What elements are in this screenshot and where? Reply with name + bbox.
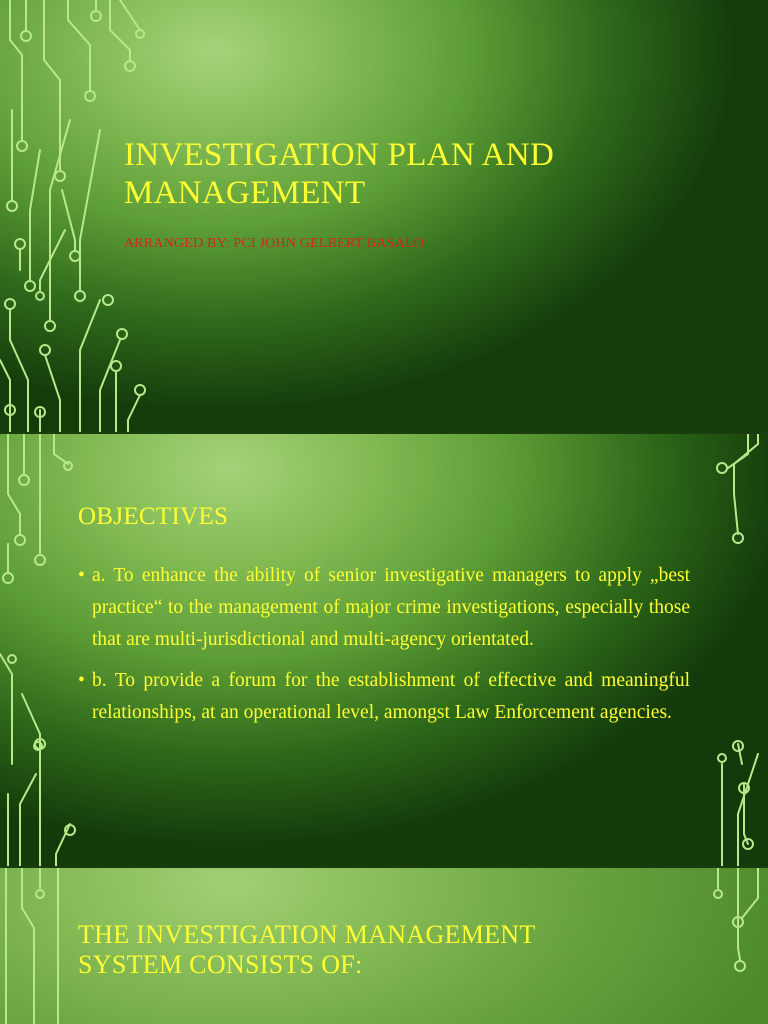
slide-subtitle: ARRANGED BY: PCI JOHN GELBERT BASALO [124, 236, 425, 251]
heading-line-2: SYSTEM CONSISTS OF: [78, 950, 363, 979]
bullet-text: a. To enhance the ability of senior investigative managers to apply „best practice“ to the management of major crime investigations, especially those that are multi-jurisdictional and multi-agency orientated. [92, 565, 690, 650]
circuit-board-icon [698, 868, 768, 1024]
objectives-heading: OBJECTIVES [78, 503, 229, 530]
objectives-list [78, 560, 690, 738]
title-line-1: INVESTIGATION PLAN AND [124, 137, 555, 173]
bullet-text: b. To provide a forum for the establishment of effective and meaningful relationships, at an operational level, amongst Law Enforcement agencies. [92, 670, 690, 723]
management-system-heading [78, 920, 678, 980]
slide-objectives [0, 434, 768, 866]
slide-title-heading [124, 136, 744, 212]
circuit-board-icon [0, 0, 160, 432]
circuit-board-icon [0, 868, 80, 1024]
title-line-2: MANAGEMENT [124, 175, 366, 211]
circuit-board-icon [698, 434, 768, 866]
list-item [78, 560, 690, 656]
slide-title [0, 0, 768, 432]
circuit-board-icon [0, 434, 90, 866]
slide-management-system [0, 868, 768, 1024]
bullet-marker: • [78, 565, 85, 586]
heading-line-1: THE INVESTIGATION MANAGEMENT [78, 920, 536, 949]
bullet-marker: • [78, 670, 85, 691]
list-item [78, 665, 690, 729]
